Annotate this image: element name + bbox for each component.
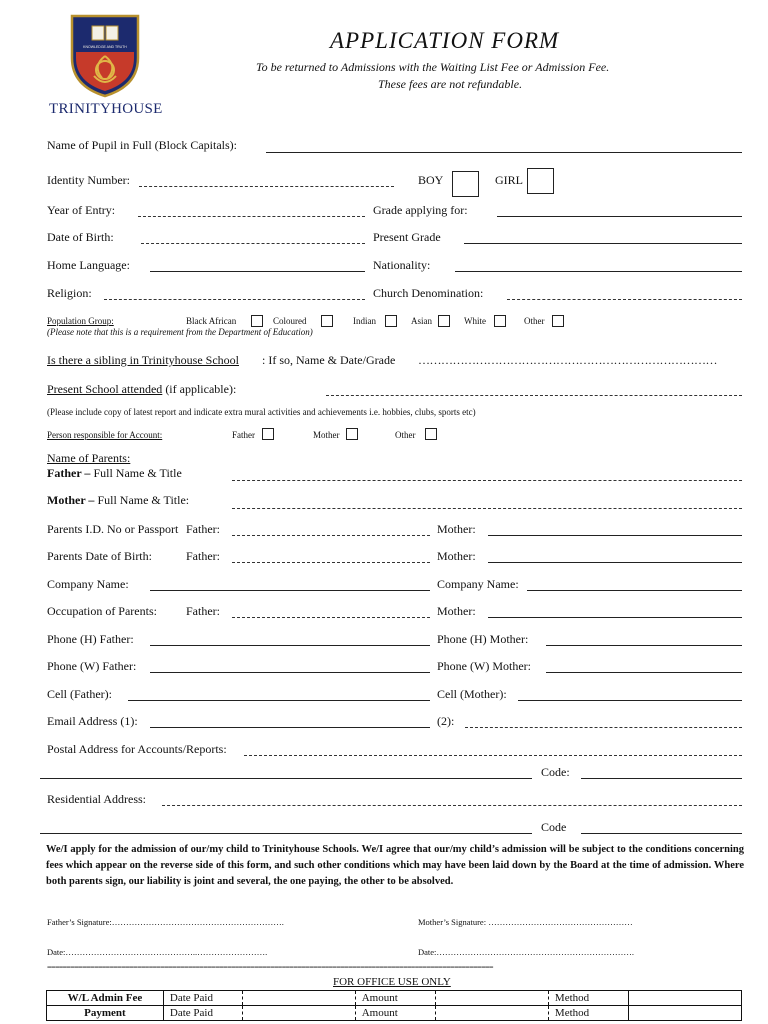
sibling-question: Is there a sibling in Trinityhouse School [47, 353, 239, 367]
amount-label: Amount [355, 991, 435, 1006]
father-name-label [47, 466, 182, 481]
father-bold: Father – [47, 466, 91, 480]
father-signature-field[interactable]: Father’s Signature:……………………………………………………. [47, 917, 284, 927]
identity-field[interactable] [139, 186, 394, 187]
population-label: Population Group: [47, 316, 114, 326]
postal-code-label: Code: [541, 765, 570, 779]
population-checkbox-asian[interactable] [438, 315, 450, 327]
grade-applying-field[interactable] [497, 216, 742, 217]
occupation-father-field[interactable] [232, 617, 430, 618]
pupil-name-field[interactable] [266, 152, 742, 153]
email1-field[interactable] [150, 727, 430, 728]
religion-label: Religion: [47, 286, 92, 300]
date-paid-field[interactable] [242, 1006, 355, 1021]
population-checkbox-black-african[interactable] [251, 315, 263, 327]
boy-label: BOY [418, 173, 444, 187]
account-father-label: Father [232, 430, 255, 440]
office-use-heading: FOR OFFICE USE ONLY [333, 976, 451, 988]
company-label: Company Name: [47, 577, 129, 591]
company-father-field[interactable] [150, 590, 430, 591]
residential-address-label: Residential Address: [47, 792, 146, 806]
id-father-label: Father: [186, 522, 220, 536]
parents-dob-label: Parents Date of Birth: [47, 549, 152, 563]
company-mother-field[interactable] [527, 590, 742, 591]
grade-applying-label: Grade applying for: [373, 203, 468, 217]
present-school-suffix: (if applicable): [162, 382, 237, 396]
home-language-label: Home Language: [47, 258, 130, 272]
date-paid-label: Date Paid [163, 991, 242, 1006]
phone-w-mother-label: Phone (W) Mother: [437, 659, 531, 673]
declaration-text: We/I apply for the admission of our/my child to Trinityhouse Schools. We/I agree that our/my child’s admission will be subject to the conditions concerning fees which appear on the reverse side of this form, and such other conditions which may have been laid down by the Board at the time of admission. Where both parents sign, our liability is joint and several, the one paying, the other to be absolved. [46, 844, 744, 887]
phone-h-mother-label: Phone (H) Mother: [437, 632, 529, 646]
company-mother-label: Company Name: [437, 577, 519, 591]
office-use-table [46, 990, 742, 1021]
wl-fee-label: W/L Admin Fee [47, 991, 164, 1006]
method-label: Method [548, 991, 628, 1006]
dob-mother-label: Mother: [437, 549, 476, 563]
present-school-field[interactable] [326, 395, 742, 396]
year-entry-field[interactable] [138, 216, 365, 217]
phone-w-father-field[interactable] [150, 672, 430, 673]
method-label: Method [548, 1006, 628, 1021]
religion-field[interactable] [104, 299, 365, 300]
population-option-label: Asian [411, 316, 432, 326]
account-mother-checkbox[interactable] [346, 428, 358, 440]
date-paid-field[interactable] [242, 991, 355, 1006]
cell-father-label: Cell (Father): [47, 687, 112, 701]
account-other-label: Other [395, 430, 416, 440]
population-option-label: Coloured [273, 316, 307, 326]
dob-field[interactable] [141, 243, 365, 244]
account-other-checkbox[interactable] [425, 428, 437, 440]
occupation-mother-field[interactable] [488, 617, 742, 618]
girl-label: GIRL [495, 173, 523, 187]
cell-mother-field[interactable] [518, 700, 742, 701]
form-subtitle-2: These fees are not refundable. [378, 77, 523, 91]
form-title: APPLICATION FORM [330, 28, 560, 53]
boy-checkbox[interactable] [452, 171, 479, 197]
phone-w-father-label: Phone (W) Father: [47, 659, 137, 673]
population-checkbox-indian[interactable] [385, 315, 397, 327]
cell-mother-label: Cell (Mother): [437, 687, 507, 701]
date2-field[interactable]: Date:……………………………………………………………. [418, 947, 635, 957]
date1-field[interactable]: Date:………………………………………..……………………. [47, 947, 268, 957]
mother-bold: Mother – [47, 493, 95, 507]
account-mother-label: Mother [313, 430, 340, 440]
church-label: Church Denomination: [373, 286, 484, 300]
population-option-label: Black African [186, 316, 237, 326]
amount-field[interactable] [435, 1006, 548, 1021]
population-checkbox-white[interactable] [494, 315, 506, 327]
girl-checkbox[interactable] [527, 168, 554, 194]
cell-father-field[interactable] [128, 700, 430, 701]
school-name: TRINITYHOUSE [49, 101, 163, 117]
postal-address-field-1[interactable] [244, 755, 742, 756]
email2-label: (2): [437, 714, 455, 728]
present-school-label [47, 382, 236, 397]
dob-father-label: Father: [186, 549, 220, 563]
population-note: (Please note that this is a requirement from the Department of Education) [47, 327, 313, 337]
mother-name-label [47, 493, 189, 508]
parents-heading: Name of Parents: [47, 451, 131, 465]
phone-h-father-label: Phone (H) Father: [47, 632, 134, 646]
form-subtitle-1: To be returned to Admissions with the Waiting List Fee or Admission Fee. [256, 60, 610, 74]
phone-h-mother-field[interactable] [546, 645, 742, 646]
home-language-field[interactable] [150, 271, 365, 272]
sibling-dots[interactable]: …………………………………………………………………… [418, 353, 717, 367]
present-school-text: Present School attended [47, 382, 163, 396]
residential-code-label: Code [541, 820, 567, 834]
occupation-label: Occupation of Parents: [47, 604, 157, 618]
dob-label: Date of Birth: [47, 230, 114, 244]
email1-label: Email Address (1): [47, 714, 138, 728]
identity-label: Identity Number: [47, 173, 130, 187]
population-option-label: Other [524, 316, 545, 326]
mother-name-field[interactable] [232, 508, 742, 509]
email2-field[interactable] [465, 727, 742, 728]
date-paid-label: Date Paid [163, 1006, 242, 1021]
present-grade-label: Present Grade [373, 230, 441, 244]
present-school-note: (Please include copy of latest report and indicate extra mural activities and achievements i.e. hobbies, clubs, sports etc) [47, 407, 476, 417]
population-option-label: Indian [353, 316, 376, 326]
amount-field[interactable] [435, 991, 548, 1006]
father-rest: Full Name & Title [90, 466, 182, 480]
pupil-name-label: Name of Pupil in Full (Block Capitals): [47, 138, 237, 152]
id-mother-label: Mother: [437, 522, 476, 536]
father-name-field[interactable] [232, 480, 742, 481]
year-entry-label: Year of Entry: [47, 203, 116, 217]
mother-rest: Full Name & Title: [94, 493, 190, 507]
parents-id-label: Parents I.D. No or Passport [47, 522, 179, 536]
population-checkbox-coloured[interactable] [321, 315, 333, 327]
residential-address-field-2[interactable] [40, 833, 532, 834]
separator-line: ================================================================================================================== [47, 963, 493, 972]
postal-code-field[interactable] [581, 778, 742, 779]
postal-address-label: Postal Address for Accounts/Reports: [47, 742, 227, 756]
present-grade-field[interactable] [464, 243, 742, 244]
account-label: Person responsible for Account: [47, 430, 163, 440]
method-field[interactable] [628, 991, 741, 1006]
office-row [47, 991, 742, 1006]
population-option-label: White [464, 316, 486, 326]
id-mother-field[interactable] [488, 535, 742, 536]
nationality-field[interactable] [455, 271, 742, 272]
office-row [47, 1006, 742, 1021]
nationality-label: Nationality: [373, 258, 431, 272]
sibling-rest: : If so, Name & Date/Grade [262, 353, 396, 367]
occupation-mother-label: Mother: [437, 604, 476, 618]
population-checkbox-other[interactable] [552, 315, 564, 327]
church-field[interactable] [507, 299, 742, 300]
crest-motto: KNOWLEDGE AND TRUTH [83, 45, 127, 49]
dob-mother-field[interactable] [488, 562, 742, 563]
residential-code-field[interactable] [581, 833, 742, 834]
amount-label: Amount [355, 1006, 435, 1021]
id-father-field[interactable] [232, 535, 430, 536]
account-father-checkbox[interactable] [262, 428, 274, 440]
phone-h-father-field[interactable] [150, 645, 430, 646]
residential-address-field-1[interactable] [162, 805, 742, 806]
phone-w-mother-field[interactable] [546, 672, 742, 673]
postal-address-field-2[interactable] [40, 778, 532, 779]
payment-label: Payment [47, 1006, 164, 1021]
occupation-father-label: Father: [186, 604, 220, 618]
method-field[interactable] [628, 1006, 741, 1021]
dob-father-field[interactable] [232, 562, 430, 563]
mother-signature-field[interactable]: Mother’s Signature: …………………………………………… [418, 917, 633, 927]
school-crest-logo [70, 14, 140, 98]
